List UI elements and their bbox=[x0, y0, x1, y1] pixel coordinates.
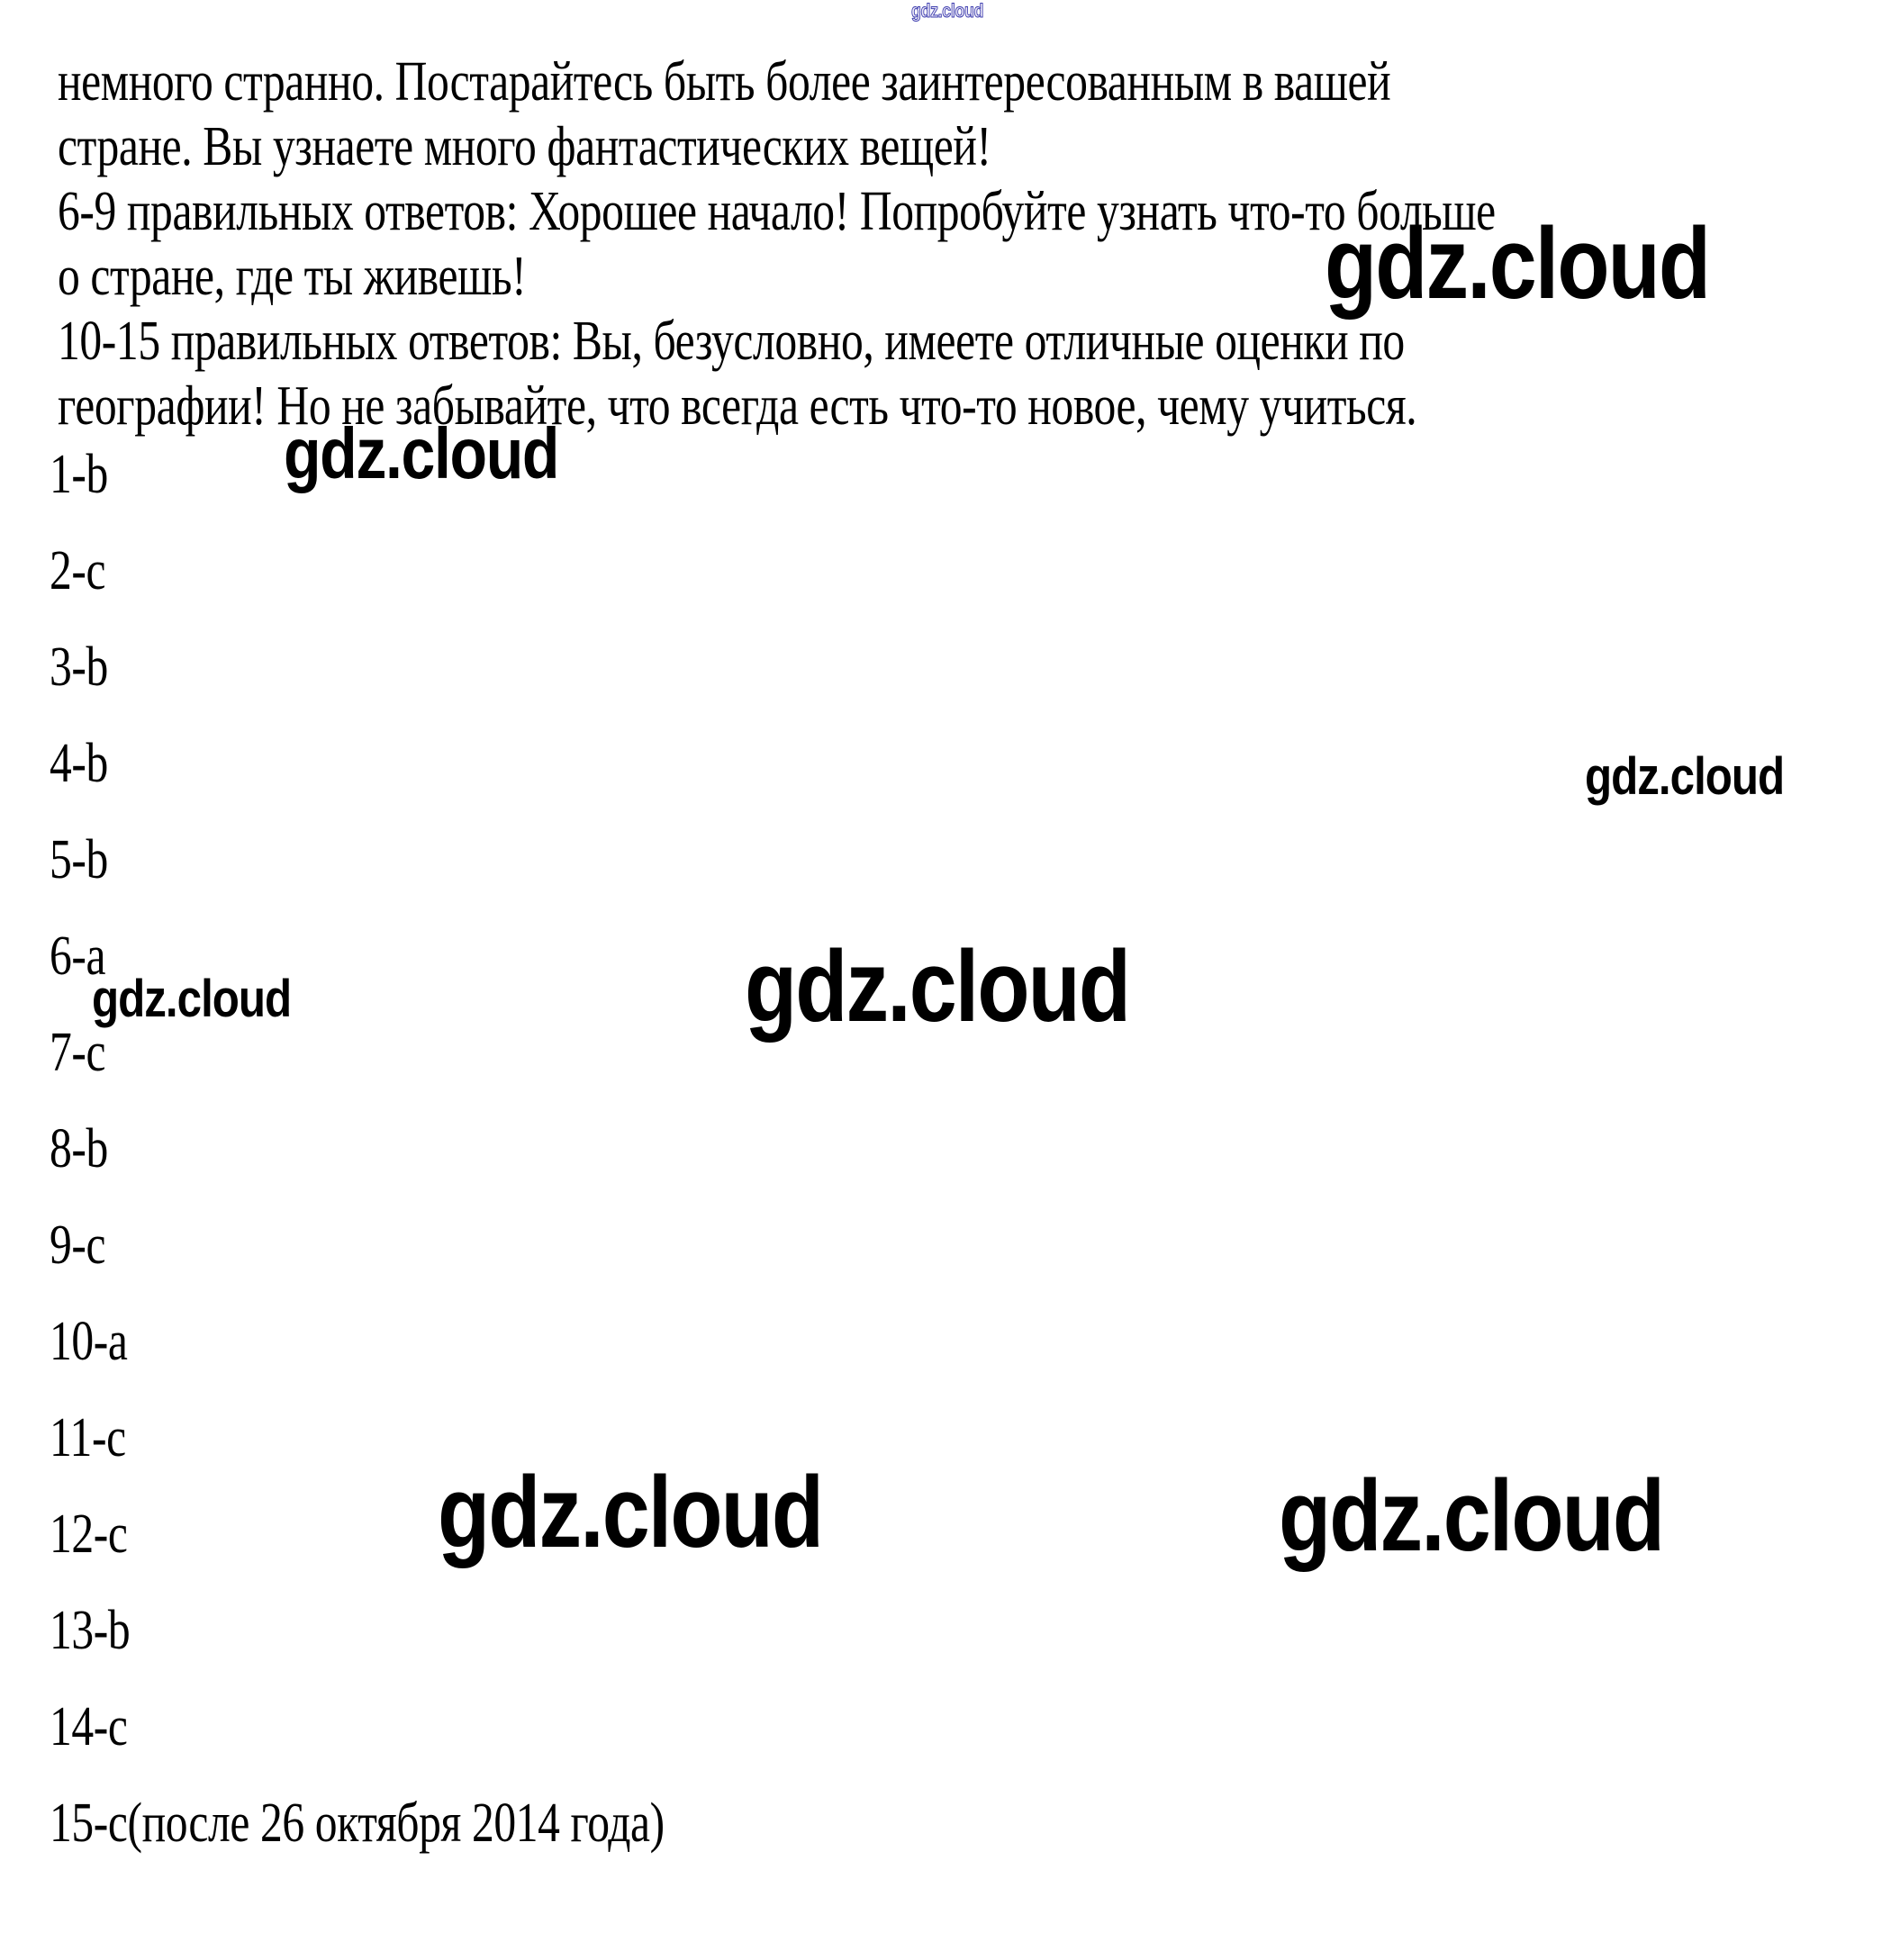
answer-item: 7-c bbox=[50, 1022, 106, 1083]
gdz-cloud-watermark-bottom-right: gdz.cloud bbox=[1279, 1459, 1664, 1572]
answer-item: 13-b bbox=[50, 1600, 131, 1661]
answer-item: 11-c bbox=[50, 1407, 126, 1468]
answer-item: 1-b bbox=[50, 444, 108, 505]
answer-item: 3-b bbox=[50, 637, 108, 698]
answer-item: 12-c bbox=[50, 1504, 128, 1565]
gdz-cloud-watermark-left: gdz.cloud bbox=[92, 970, 292, 1028]
answer-list bbox=[50, 427, 665, 1872]
answer-item: 8-b bbox=[50, 1118, 108, 1179]
answer-item: 4-b bbox=[50, 733, 108, 794]
gdz-cloud-watermark-center: gdz.cloud bbox=[745, 930, 1130, 1043]
paragraph-line: 10-15 правильных ответов: Вы, безусловно, имеете отличные оценки по bbox=[58, 311, 1405, 372]
answer-item: 2-c bbox=[50, 540, 106, 601]
answer-item: 9-c bbox=[50, 1215, 106, 1276]
paragraph-line: стране. Вы узнаете много фантастических вещей! bbox=[58, 116, 991, 177]
answer-item: 15-c(после 26 октября 2014 года) bbox=[50, 1793, 665, 1854]
answer-item: 6-a bbox=[50, 926, 106, 987]
paragraph-line: о стране, где ты живешь! bbox=[58, 246, 527, 307]
score-feedback-paragraph bbox=[58, 50, 1496, 438]
gdz-cloud-watermark-top: gdz.cloud bbox=[911, 1, 984, 22]
gdz-cloud-watermark-right: gdz.cloud bbox=[1585, 747, 1785, 806]
paragraph-line: географии! Но не забывайте, что всегда есть что-то новое, чему учиться. bbox=[58, 375, 1417, 437]
gdz-cloud-watermark-upper-left: gdz.cloud bbox=[284, 413, 559, 493]
answer-item: 10-a bbox=[50, 1311, 128, 1372]
answer-item: 5-b bbox=[50, 829, 108, 890]
paragraph-line: 6-9 правильных ответов: Хорошее начало! Попробуйте узнать что-то больше bbox=[58, 181, 1496, 242]
gdz-cloud-watermark-bottom-left: gdz.cloud bbox=[438, 1456, 823, 1568]
gdz-cloud-watermark-top-right: gdz.cloud bbox=[1325, 207, 1710, 320]
answer-item: 14-c bbox=[50, 1696, 128, 1757]
paragraph-line: немного странно. Постарайтесь быть более заинтересованным в вашей bbox=[58, 51, 1391, 113]
